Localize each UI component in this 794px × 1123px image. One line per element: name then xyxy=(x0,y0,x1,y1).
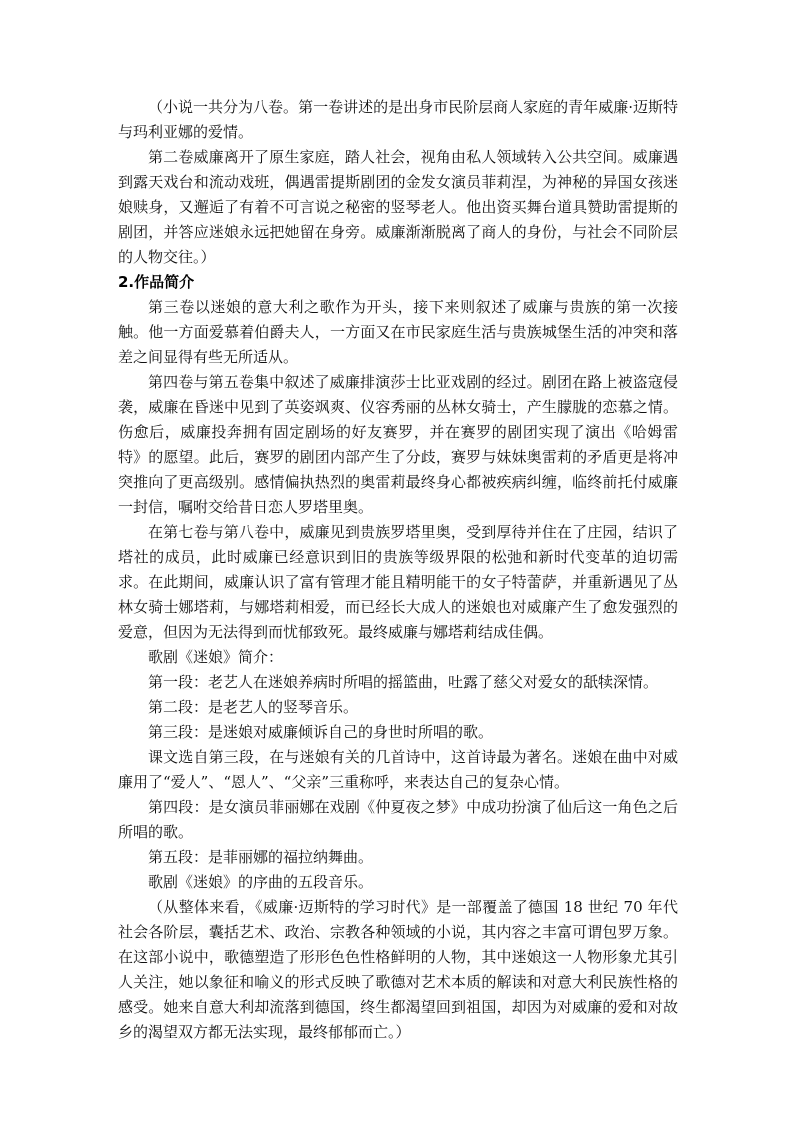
paragraph-section-5: 第五段：是菲丽娜的福拉纳舞曲。 xyxy=(148,848,374,866)
paragraph-section-1: 第一段：老艺人在迷娘养病时所唱的摇篮曲，吐露了慈父对爱女的舐犊深情。 xyxy=(148,673,659,691)
paragraph-opera-intro: 歌剧《迷娘》简介： xyxy=(148,648,284,666)
paragraph-volume-3: 第三卷以迷娘的意大利之歌作为开头，接下来则叙述了威廉与贵族的第一次接触。他一方面爱慕着伯爵夫人，一方面又在市民家庭生活与贵族城堡生活的冲突和落差之间显得有些无所适从。 xyxy=(118,298,678,366)
paragraph-overture: 歌剧《迷娘》的序曲的五段音乐。 xyxy=(148,873,374,891)
paragraph-volume-7-8: 在第七卷与第八卷中，威廉见到贵族罗塔里奥，受到厚待并住在了庄园，结识了塔社的成员，此时威廉已经意识到旧的贵族等级界限的松弛和新时代变革的迫切需求。在此期间，威廉认识了富有管理才能且精明能干的女子特蕾萨，并重新遇见了丛林女骑士娜塔莉，与娜塔莉相爱，而已经长大成人的迷娘也对威廉产生了愈发强烈的爱意，但因为无法得到而忧郁致死。最终威廉与娜塔莉结成佳偶。 xyxy=(118,523,678,641)
paragraph-intro-2: 第二卷威廉离开了原生家庭，踏人社会，视角由私人领域转入公共空间。威廉遇到露天戏台和流动戏班，偶遇雷提斯剧团的金发女演员菲莉涅，为神秘的异国女孩迷娘赎身，又邂逅了有着不可言说之秘密的竖琴老人。他出资买舞台道具赞助雷提斯的剧团，并答应迷娘永远把她留在身旁。威廉渐渐脱离了商人的身份，与社会不同阶层的人物交往。） xyxy=(118,148,678,266)
section-heading: 2.作品简介 xyxy=(118,273,195,291)
paragraph-intro-1: （小说一共分为八卷。第一卷讲述的是出身市民阶层商人家庭的青年威廉·迈斯特与玛利亚娜的爱情。 xyxy=(118,98,678,141)
paragraph-text-source: 课文选自第三段，在与迷娘有关的几首诗中，这首诗最为著名。迷娘在曲中对威廉用了“爱人”、“恩人”、“父亲”三重称呼，来表达自己的复杂心情。 xyxy=(118,748,678,791)
paragraph-section-3: 第三段：是迷娘对威廉倾诉自己的身世时所唱的歌。 xyxy=(148,723,494,741)
paragraph-summary: （从整体来看，《威廉·迈斯特的学习时代》是一部覆盖了德国 18 世纪 70 年代社会各阶层，囊括艺术、政治、宗教各种领域的小说，其内容之丰富可谓包罗万象。在这部小说中，歌德塑造了形形色色性格鲜明的人物，其中迷娘这一人物形象尤其引人关注，她以象征和喻义的形式反映了歌德对艺术本质的解读和对意大利民族性格的感受。她来自意大利却流落到德国，终生都渴望回到祖国，却因为对威廉的爱和对故乡的渴望双方都无法实现，最终郁郁而亡。） xyxy=(118,898,678,1041)
paragraph-section-4: 第四段：是女演员菲丽娜在戏剧《仲夏夜之梦》中成功扮演了仙后这一角色之后所唱的歌。 xyxy=(118,798,678,841)
document-body xyxy=(118,95,678,1045)
paragraph-section-2: 第二段：是老艺人的竖琴音乐。 xyxy=(148,698,359,716)
paragraph-volume-4-5: 第四卷与第五卷集中叙述了威廉排演莎士比亚戏剧的经过。剧团在路上被盗寇侵袭，威廉在昏迷中见到了英姿飒爽、仪容秀丽的丛林女骑士，产生朦胧的恋慕之情。伤愈后，威廉投奔拥有固定剧场的好友赛罗，并在赛罗的剧团实现了演出《哈姆雷特》的愿望。此后，赛罗的剧团内部产生了分歧，赛罗与妹妹奥雷莉的矛盾更是将冲突推向了更高级别。感情偏执热烈的奥雷莉最终身心都被疾病纠缠，临终前托付威廉一封信，嘱咐交给昔日恋人罗塔里奥。 xyxy=(118,373,678,516)
